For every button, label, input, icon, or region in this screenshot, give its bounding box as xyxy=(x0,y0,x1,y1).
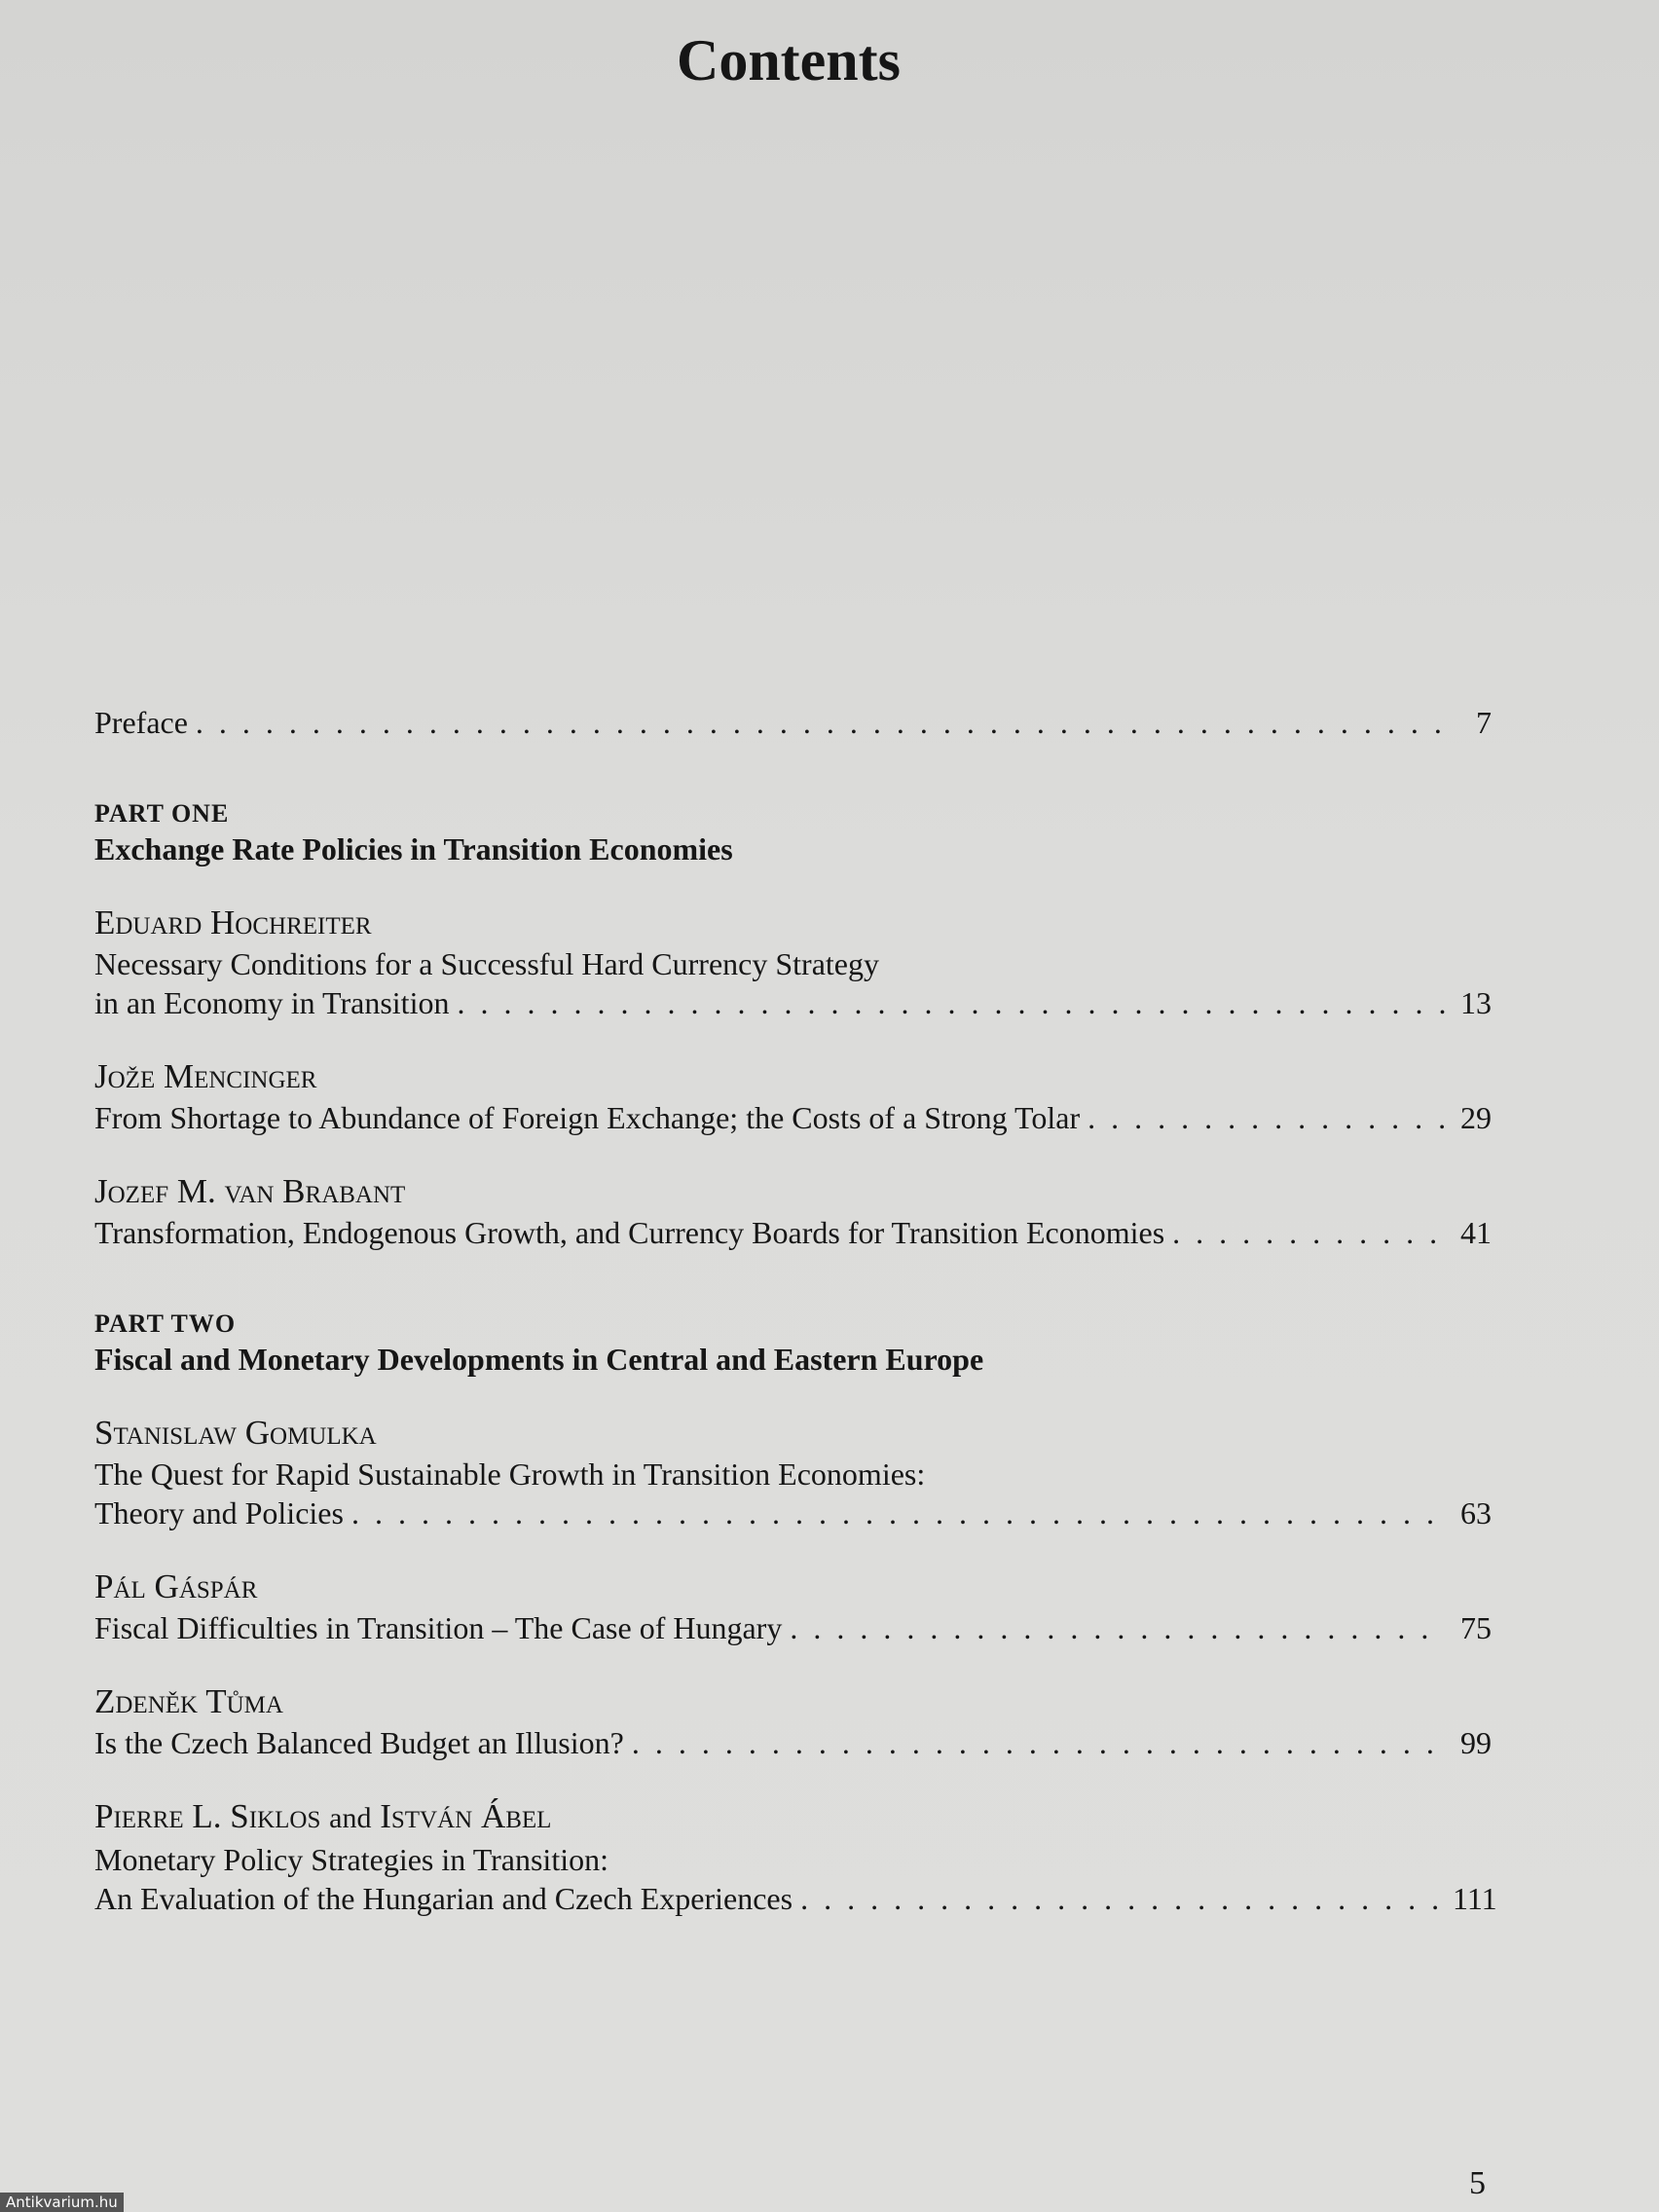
toc-entry-last-line xyxy=(94,1608,1492,1647)
watermark-label: Antikvarium.hu xyxy=(0,2193,124,2212)
toc-page-number: 63 xyxy=(1460,1495,1492,1530)
toc-author xyxy=(94,1795,1492,1840)
toc-entry-title: From Shortage to Abundance of Foreign Exchange; the Costs of a Strong Tolar xyxy=(94,1100,1081,1135)
page-title: Contents xyxy=(676,28,901,92)
dot-leader xyxy=(457,983,1445,1022)
part-title: Exchange Rate Policies in Transition Economies xyxy=(94,831,733,866)
toc-page-number: 13 xyxy=(1460,985,1492,1020)
part-title: Fiscal and Monetary Developments in Central and Eastern Europe xyxy=(94,1342,984,1377)
toc-author: Pál Gáspár xyxy=(94,1567,258,1605)
toc-page-number: 7 xyxy=(1476,705,1492,740)
toc-author: Stanislaw Gomulka xyxy=(94,1414,377,1452)
dot-leader xyxy=(351,1493,1445,1532)
toc-entry-title: Necessary Conditions for a Successful Hard Currency Strategy xyxy=(94,946,879,981)
dot-leader xyxy=(1088,1098,1445,1137)
toc-page-number: 75 xyxy=(1460,1610,1492,1645)
toc-entry-title: Is the Czech Balanced Budget an Illusion? xyxy=(94,1725,624,1760)
toc-entry xyxy=(94,1795,1497,1918)
toc-entry-title: Monetary Policy Strategies in Transition: xyxy=(94,1842,608,1877)
dot-leader xyxy=(196,703,1445,742)
toc-entry-last-line xyxy=(94,1213,1492,1252)
dot-leader xyxy=(1172,1213,1445,1252)
part-label: PART ONE xyxy=(94,799,230,828)
dot-leader xyxy=(632,1723,1445,1762)
toc-page-number: 41 xyxy=(1460,1215,1492,1250)
toc-page-number: 99 xyxy=(1460,1725,1492,1760)
toc-entry xyxy=(94,902,1492,1022)
toc-entry-last-line xyxy=(94,1098,1492,1137)
toc-entry xyxy=(94,1566,1492,1647)
toc-entry xyxy=(94,1412,1492,1532)
toc-author: Zdeněk Tůma xyxy=(94,1682,283,1720)
toc-entry-title: Theory and Policies xyxy=(94,1495,344,1530)
part-label: PART TWO xyxy=(94,1309,237,1338)
toc-author: Jozef M. van Brabant xyxy=(94,1172,406,1210)
toc-preface-row xyxy=(94,703,1492,742)
dot-leader xyxy=(790,1608,1445,1647)
toc-page-number: 111 xyxy=(1453,1881,1497,1916)
toc-entry xyxy=(94,1680,1492,1762)
toc-entry-title: Preface xyxy=(94,705,188,740)
table-of-contents xyxy=(94,703,1497,1918)
toc-author-conjunction: and xyxy=(329,1802,372,1834)
dot-leader xyxy=(800,1879,1445,1918)
toc-entry xyxy=(94,1170,1492,1252)
toc-entry xyxy=(94,1055,1492,1137)
toc-entry-last-line xyxy=(94,1723,1492,1762)
toc-author-name: István Ábel xyxy=(380,1797,552,1835)
toc-author: Eduard Hochreiter xyxy=(94,903,372,941)
toc-entry-title: An Evaluation of the Hungarian and Czech Experiences xyxy=(94,1881,793,1916)
toc-entry-title: The Quest for Rapid Sustainable Growth in Transition Economies: xyxy=(94,1456,926,1492)
toc-author-name: Pierre L. Siklos xyxy=(94,1797,321,1835)
toc-entry-last-line xyxy=(94,1879,1497,1918)
toc-author: Jože Mencinger xyxy=(94,1057,317,1095)
toc-entry-last-line xyxy=(94,1493,1492,1532)
page-number: 5 xyxy=(1469,2165,1486,2201)
toc-entry-last-line xyxy=(94,983,1492,1022)
toc-entry-title: in an Economy in Transition xyxy=(94,985,450,1020)
toc-page-number: 29 xyxy=(1460,1100,1492,1135)
toc-entry-title: Fiscal Difficulties in Transition – The Case of Hungary xyxy=(94,1610,783,1645)
toc-entry-title: Transformation, Endogenous Growth, and Currency Boards for Transition Economies xyxy=(94,1215,1165,1250)
